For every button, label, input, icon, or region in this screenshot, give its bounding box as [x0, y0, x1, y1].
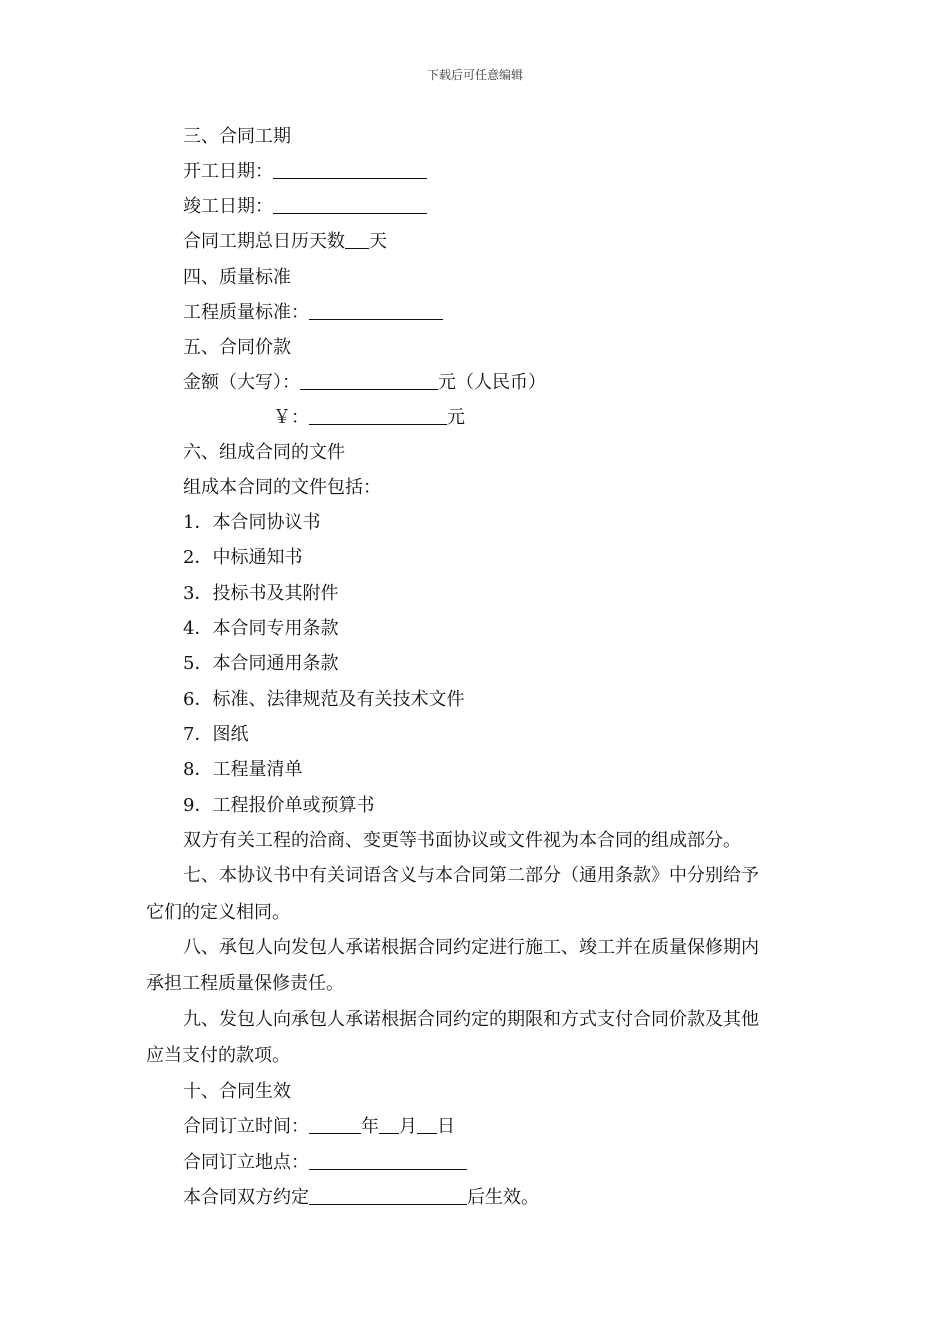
month-blank[interactable]	[379, 1115, 399, 1134]
list-item: 9．工程报价单或预算书	[183, 795, 375, 816]
amount-row	[183, 371, 546, 395]
sign-time-label: 合同订立时间：	[183, 1116, 309, 1137]
amount-label: 金额（大写）：	[183, 372, 300, 393]
effect-label: 本合同双方约定	[183, 1187, 309, 1208]
section-9-line1: 九、发包人向承包人承诺根据合同约定的期限和方式支付合同价款及其他	[183, 1009, 759, 1030]
quality-blank[interactable]	[309, 301, 443, 320]
section-7-line2: 它们的定义相同。	[146, 902, 290, 923]
quality-label: 工程质量标准：	[183, 302, 309, 323]
section-8-line1: 八、承包人向发包人承诺根据合同约定进行施工、竣工并在质量保修期内	[183, 937, 759, 958]
yen-row	[273, 406, 465, 430]
total-days-unit: 天	[369, 231, 387, 252]
page-header: 下载后可任意编辑	[426, 68, 523, 82]
start-date-label: 开工日期：	[183, 161, 273, 182]
end-date-blank[interactable]	[273, 195, 427, 214]
section-8-line2: 承担工程质量保修责任。	[146, 973, 344, 994]
section-3-title: 三、合同工期	[183, 126, 291, 147]
list-item: 8．工程量清单	[183, 759, 303, 780]
start-date-blank[interactable]	[273, 160, 427, 179]
amount-blank[interactable]	[300, 371, 438, 390]
yen-label: ￥：	[273, 407, 309, 428]
day-blank[interactable]	[417, 1115, 437, 1134]
month-label: 月	[399, 1116, 417, 1137]
total-days-row	[183, 230, 387, 254]
effect-blank[interactable]	[309, 1186, 467, 1205]
effect-row	[183, 1186, 539, 1210]
total-days-label: 合同工期总日历天数	[183, 231, 345, 252]
sign-place-blank[interactable]	[309, 1151, 467, 1170]
list-item: 5．本合同通用条款	[183, 653, 339, 674]
list-item: 2．中标通知书	[183, 547, 303, 568]
amount-unit: 元（人民币）	[438, 372, 546, 393]
sign-place-label: 合同订立地点：	[183, 1152, 309, 1173]
section-6-title: 六、组成合同的文件	[183, 442, 345, 463]
start-date-row	[183, 160, 427, 184]
section-9-line2: 应当支付的款项。	[146, 1045, 290, 1066]
section-10-title: 十、合同生效	[183, 1081, 291, 1102]
list-item: 6．标准、法律规范及有关技术文件	[183, 689, 465, 710]
list-item: 1．本合同协议书	[183, 512, 321, 533]
yen-blank[interactable]	[309, 406, 447, 425]
docs-intro: 组成本合同的文件包括：	[183, 477, 381, 498]
total-days-blank[interactable]	[345, 230, 369, 249]
docs-note: 双方有关工程的洽商、变更等书面协议或文件视为本合同的组成部分。	[183, 830, 741, 851]
quality-row	[183, 301, 443, 325]
end-date-row	[183, 195, 427, 219]
list-item: 7．图纸	[183, 724, 249, 745]
effect-suffix: 后生效。	[467, 1187, 539, 1208]
list-item: 3．投标书及其附件	[183, 583, 339, 604]
day-label: 日	[437, 1116, 455, 1137]
section-4-title: 四、质量标准	[183, 267, 291, 288]
section-5-title: 五、合同价款	[183, 337, 291, 358]
sign-time-row	[183, 1115, 455, 1139]
year-blank[interactable]	[309, 1115, 361, 1134]
sign-place-row	[183, 1151, 467, 1175]
end-date-label: 竣工日期：	[183, 196, 273, 217]
list-item: 4．本合同专用条款	[183, 618, 339, 639]
section-7-line1: 七、本协议书中有关词语含义与本合同第二部分（通用条款》中分别给予	[183, 865, 759, 886]
yen-unit: 元	[447, 407, 465, 428]
year-label: 年	[361, 1116, 379, 1137]
